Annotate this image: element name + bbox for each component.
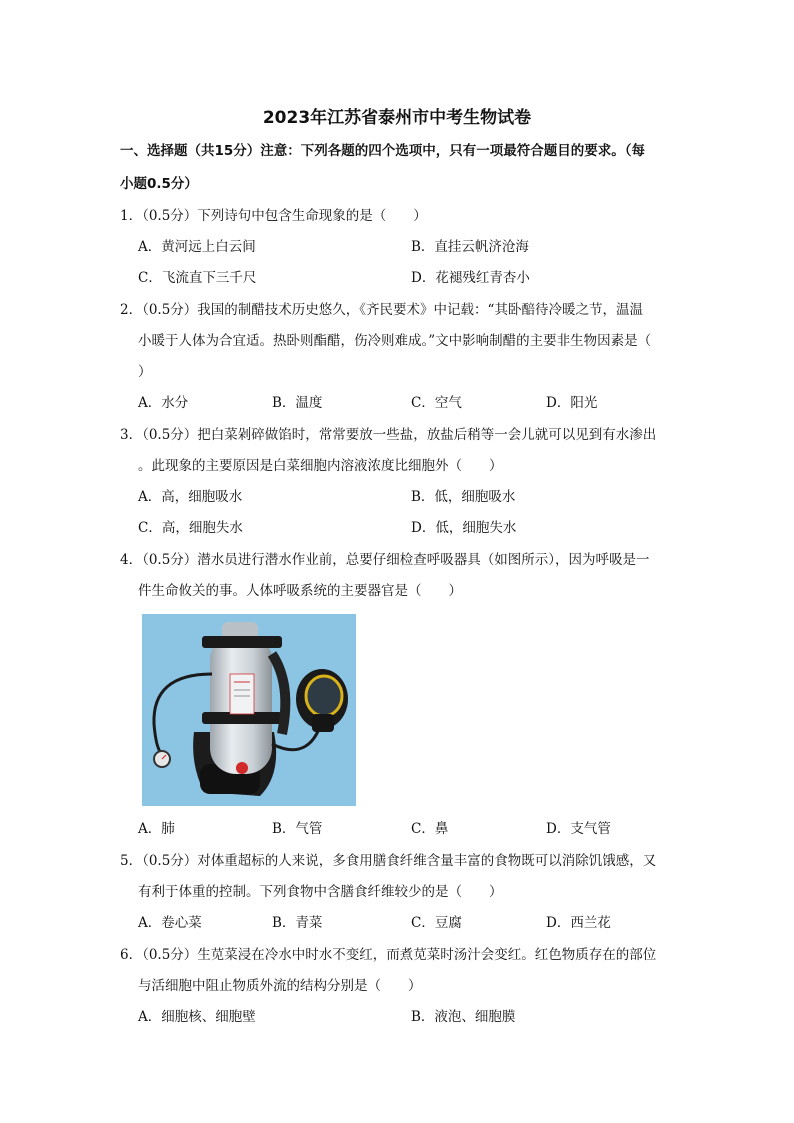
q5-option-b: B．青菜 <box>272 915 323 931</box>
page-title: 2023年江苏省泰州市中考生物试卷 <box>262 108 532 128</box>
question-6-line-2: 与活细胞中阻止物质外流的结构分别是（ ） <box>138 978 422 994</box>
question-3-line-1: 3．（0.5分）把白菜剁碎做馅时，常常要放一些盐，放盐后稍等一会儿就可以见到有水渗出 <box>120 427 657 443</box>
q3-option-b: B．低，细胞吸水 <box>411 489 516 505</box>
q6-option-a: A．细胞核、细胞壁 <box>138 1009 256 1025</box>
q3-option-d: D．低，细胞失水 <box>411 520 517 536</box>
q1-option-c: C．飞流直下三千尺 <box>138 270 257 286</box>
q4-option-d: D．支气管 <box>546 821 611 837</box>
q3-option-a: A．高，细胞吸水 <box>138 489 243 505</box>
q6-option-b: B．液泡、细胞膜 <box>411 1009 516 1025</box>
q2-option-d: D．阳光 <box>546 395 598 411</box>
q1-option-d: D．花褪残红青杏小 <box>411 270 530 286</box>
question-2-line-3: ） <box>138 364 152 380</box>
question-5-line-2: 有利于体重的控制。下列食物中含膳食纤维较少的是（ ） <box>138 884 503 900</box>
q2-option-c: C．空气 <box>411 395 462 411</box>
question-3-line-2: 。此现象的主要原因是白菜细胞内溶液浓度比细胞外（ ） <box>138 458 503 474</box>
q4-option-b: B．气管 <box>272 821 323 837</box>
question-1-stem: 1．（0.5分）下列诗句中包含生命现象的是（ ） <box>120 208 427 224</box>
q5-option-d: D．西兰花 <box>546 915 611 931</box>
q5-option-c: C．豆腐 <box>411 915 462 931</box>
q2-option-a: A．水分 <box>138 395 189 411</box>
section-heading-line-2: 小题0.5分） <box>120 176 198 192</box>
q5-option-a: A．卷心菜 <box>138 915 202 931</box>
q2-option-b: B．温度 <box>272 395 323 411</box>
q4-option-a: A．肺 <box>138 821 175 837</box>
section-heading-line-1: 一、选择题（共15分）注意：下列各题的四个选项中，只有一项最符合题目的要求。（每 <box>120 143 646 159</box>
question-2-line-2: 小暖于人体为合宜适。热卧则酯醋，伤冷则难成。”文中影响制醋的主要非生物因素是（ <box>138 333 652 349</box>
question-4-line-2: 件生命攸关的事。人体呼吸系统的主要器官是（ ） <box>138 583 462 599</box>
q1-option-a: A．黄河远上白云间 <box>138 239 256 255</box>
question-4-line-1: 4．（0.5分）潜水员进行潜水作业前，总要仔细检查呼吸器具（如图所示），因为呼吸是一 <box>120 552 650 568</box>
q3-option-c: C．高，细胞失水 <box>138 520 243 536</box>
breathing-apparatus-photo <box>142 614 356 806</box>
question-5-line-1: 5．（0.5分）对体重超标的人来说，多食用膳食纤维含量丰富的食物既可以消除饥饿感，又 <box>120 853 657 869</box>
question-6-line-1: 6．（0.5分）生苋菜浸在冷水中时水不变红，而煮苋菜时汤汁会变红。红色物质存在的部位 <box>120 947 657 963</box>
q4-option-c: C．鼻 <box>411 821 449 837</box>
q1-option-b: B．直挂云帆济沧海 <box>411 239 529 255</box>
question-2-line-1: 2．（0.5分）我国的制醋技术历史悠久，《齐民要术》中记载：“其卧醅待冷暖之节，温温 <box>120 302 643 318</box>
